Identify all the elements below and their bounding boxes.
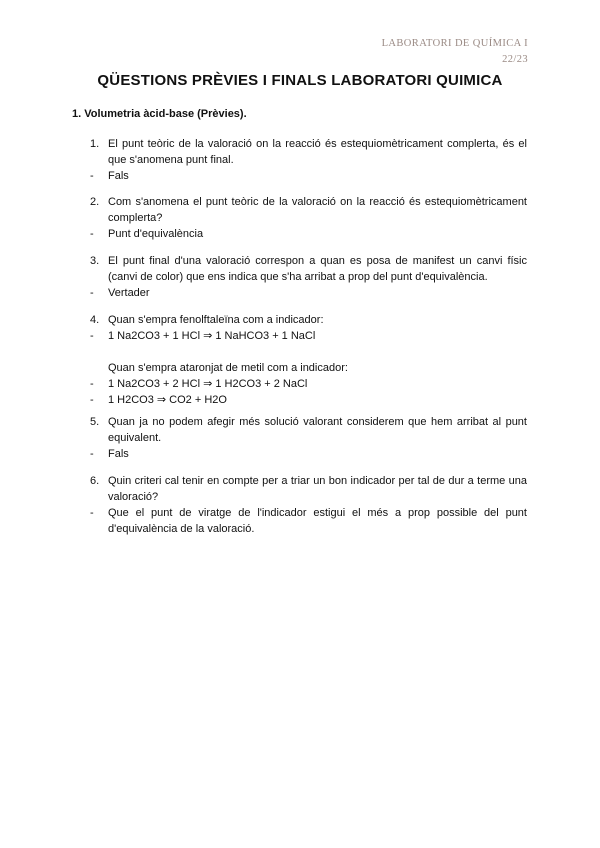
section-heading: 1. Volumetria àcid-base (Prèvies). [72, 108, 247, 120]
answer-dash: - [90, 448, 94, 460]
question-number: 3. [90, 255, 100, 267]
question-text: Quin criteri cal tenir en compte per a triar un bon indicador per tal de dur a terme una valoració? [108, 475, 527, 503]
answer-text: Punt d'equivalència [108, 228, 204, 240]
answer-dash: - [90, 287, 94, 299]
question-subtext: Quan s'empra ataronjat de metil com a indicador: [108, 362, 348, 374]
answer-text: 1 H2CO3 ⇒ CO2 + H2O [108, 394, 227, 406]
question-text: El punt teòric de la valoració on la reacció és estequiomètricament complerta, és el que s'anomena punt final. [108, 138, 527, 166]
page-title: QÜESTIONS PRÈVIES I FINALS LABORATORI QUIMICA [97, 72, 503, 89]
answer-dash: - [90, 228, 94, 240]
header-year: 22/23 [502, 54, 528, 65]
question-text: Quan ja no podem afegir més solució valorant considerem que hem arribat al punt equivalent. [108, 416, 527, 444]
question-number: 1. [90, 138, 100, 150]
question-5 [72, 414, 527, 462]
question-2 [72, 194, 527, 242]
question-3 [72, 253, 527, 301]
answer-dash: - [90, 394, 94, 406]
question-number: 4. [90, 314, 100, 326]
answer-text: Vertader [108, 287, 150, 299]
question-number: 2. [90, 196, 100, 208]
answer-text: 1 Na2CO3 + 2 HCl ⇒ 1 H2CO3 + 2 NaCl [108, 378, 308, 390]
answer-dash: - [90, 170, 94, 182]
question-text: Com s'anomena el punt teòric de la valoració on la reacció és estequiomètricament complerta? [108, 196, 527, 224]
answer-text: 1 Na2CO3 + 1 HCl ⇒ 1 NaHCO3 + 1 NaCl [108, 330, 316, 342]
question-text: Quan s'empra fenolftaleïna com a indicador: [108, 314, 324, 326]
page-header [382, 36, 528, 68]
question-number: 6. [90, 475, 100, 487]
answer-dash: - [90, 378, 94, 390]
answer-text: Fals [108, 170, 129, 182]
header-course: LABORATORI DE QUÍMICA I [381, 38, 528, 49]
question-number: 5. [90, 416, 100, 428]
answer-dash: - [90, 507, 94, 519]
answer-text: Que el punt de viratge de l'indicador estigui el més a prop possible del punt d'equivalència de la valoració. [108, 507, 527, 535]
question-1 [72, 136, 527, 184]
answer-dash: - [90, 330, 94, 342]
question-text: El punt final d'una valoració correspon a quan es posa de manifest un canvi físic (canvi de color) que ens indica que s'ha arribat a prop del punt d'equivalència. [108, 255, 527, 283]
question-6 [72, 473, 527, 537]
question-4 [72, 312, 527, 408]
answer-text: Fals [108, 448, 129, 460]
